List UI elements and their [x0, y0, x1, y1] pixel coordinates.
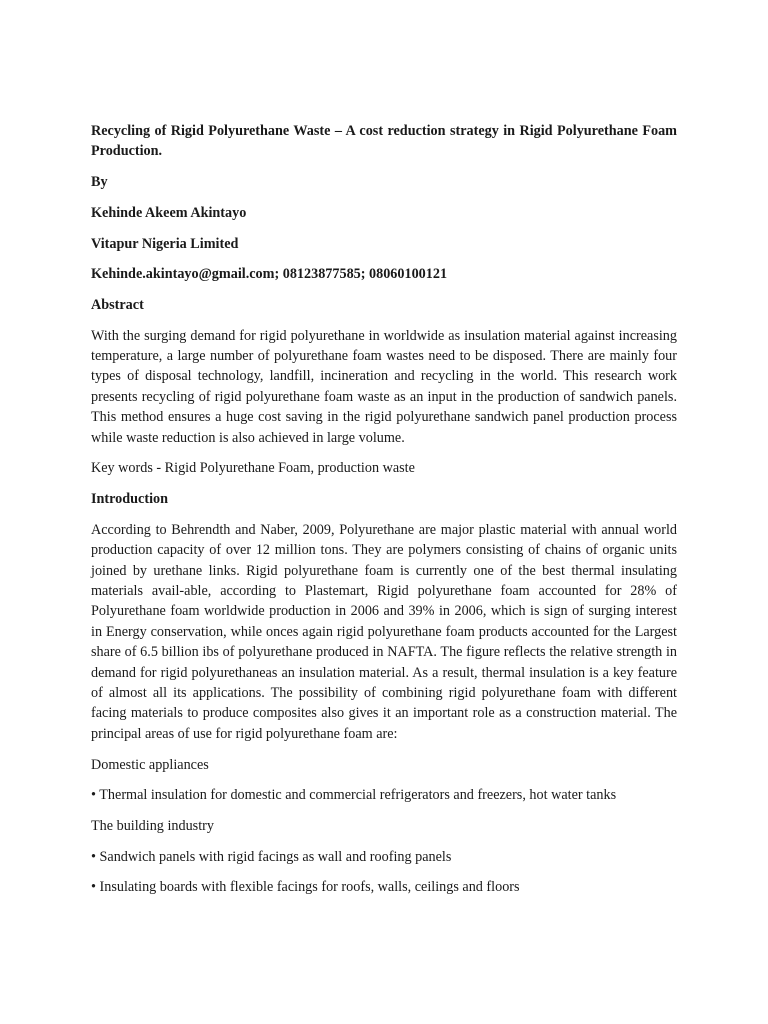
document-page: [91, 121, 677, 908]
abstract-heading: Abstract: [91, 296, 144, 313]
building-industry-item: • Sandwich panels with rigid facings as wall and roofing panels: [91, 848, 452, 865]
author-organization: Vitapur Nigeria Limited: [91, 235, 239, 252]
introduction-body: According to Behrendth and Naber, 2009, Polyurethane are major plastic material with annual world production capacity of over 12 million tons. They are polymers consisting of chains of organic units joined by urethane links. Rigid polyurethane foam is currently one of the best thermal insulating materials avail-able, according to Plastemart, Rigid polyurethane foam accounted for 28% of Polyurethane foam worldwide production in 2006 and 39% in 2006, which is sign of surging interest in Energy conservation, while onces again rigid polyurethane foam products accounted for the Largest share of 6.5 billion ibs of polyurethane produced in NAFTA. The figure reflects the relative strength in demand for rigid polyurethaneas an insulation material. As a result, thermal insulation is a key feature of almost all its applications. The possibility of combining rigid polyurethane foam with different facing materials to produce composites also gives it an important role as a construction material. The principal areas of use for rigid polyurethane foam are:: [91, 521, 677, 742]
keywords: Key words - Rigid Polyurethane Foam, production waste: [91, 460, 415, 477]
document-title: Recycling of Rigid Polyurethane Waste – A cost reduction strategy in Rigid Polyurethane Foam Production.: [91, 123, 677, 160]
author-contact: Kehinde.akintayo@gmail.com; 08123877585; 08060100121: [91, 266, 448, 283]
introduction-heading: Introduction: [91, 491, 168, 508]
building-industry-item: • Insulating boards with flexible facings for roofs, walls, ceilings and floors: [91, 879, 520, 896]
domestic-appliances-heading: Domestic appliances: [91, 756, 209, 773]
domestic-appliances-item: • Thermal insulation for domestic and commercial refrigerators and freezers, hot water tanks: [91, 787, 617, 804]
building-industry-heading: The building industry: [91, 817, 214, 834]
abstract-body: With the surging demand for rigid polyurethane in worldwide as insulation material against increasing temperature, a large number of polyurethane foam wastes need to be disposed. There are mainly four types of disposal technology, landfill, incineration and recycling in the world. This research work presents recycling of rigid polyurethane foam waste as an input in the production of sandwich panels. This method ensures a huge cost saving in the rigid polyurethane sandwich panel production process while waste reduction is also achieved in large volume.: [91, 327, 677, 446]
by-line: By: [91, 174, 108, 191]
author-name: Kehinde Akeem Akintayo: [91, 204, 247, 221]
